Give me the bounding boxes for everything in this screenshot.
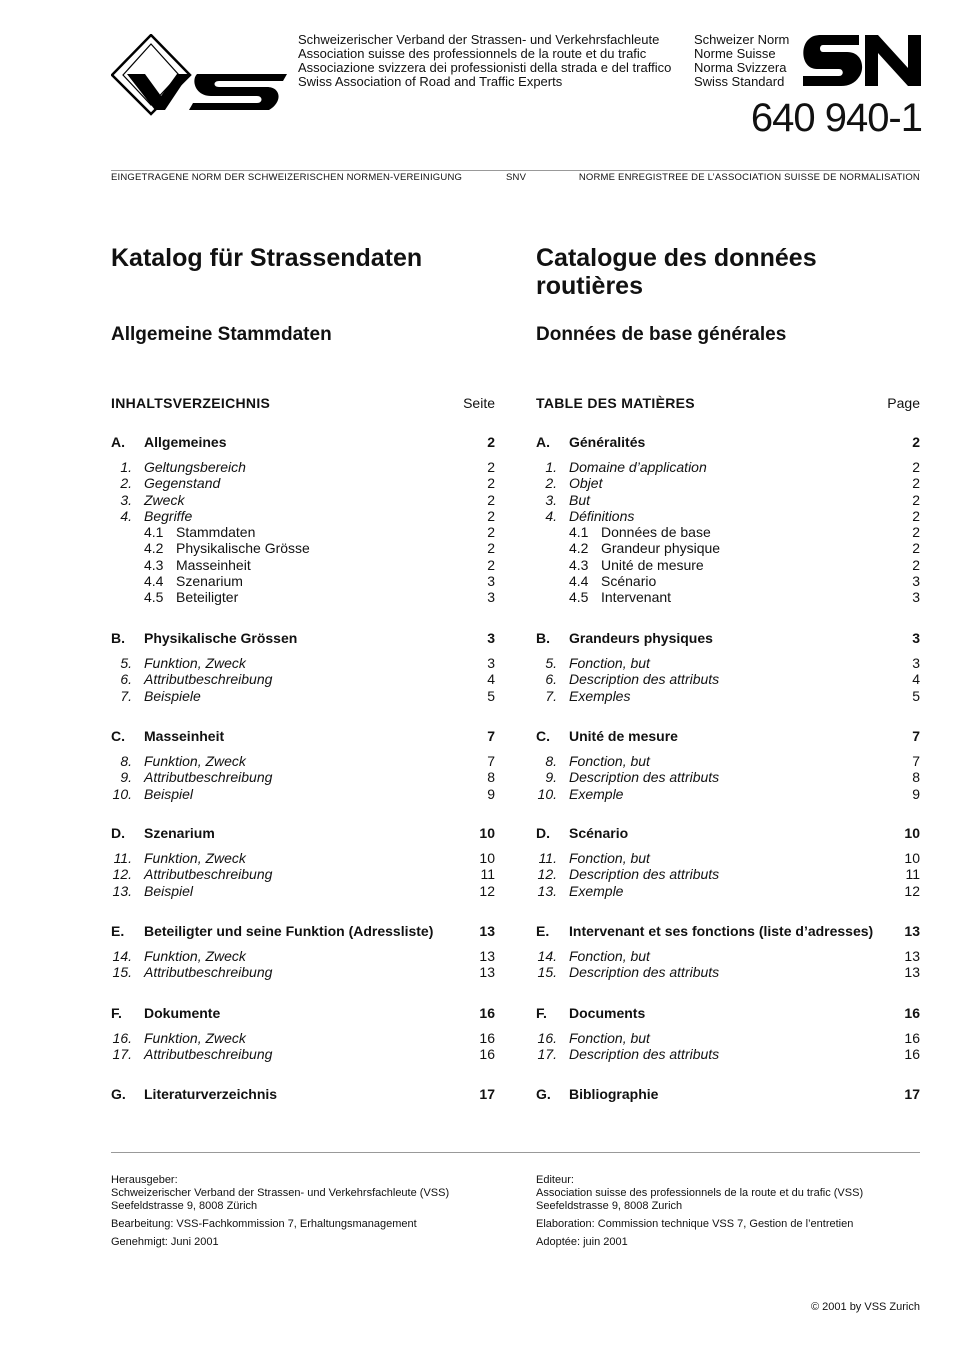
- document-title-fr: Catalogue des données routières: [536, 244, 817, 300]
- toc-subitem: [111, 573, 495, 589]
- vss-logo: [111, 34, 291, 116]
- toc-section-title: Literaturverzeichnis: [144, 1086, 278, 1102]
- toc-section-row: [111, 1005, 495, 1023]
- toc-subitem-title: Masseinheit: [176, 556, 251, 573]
- toc-item-number: 7.: [545, 687, 557, 704]
- publisher-address-fr: Seefeldstrasse 9, 8008 Zurich: [536, 1200, 683, 1212]
- toc-item: [111, 459, 495, 475]
- toc-item-number: 12.: [112, 866, 132, 883]
- toc-section: [536, 434, 920, 606]
- toc-item-number: 17.: [112, 1046, 132, 1063]
- toc-item: [536, 786, 920, 802]
- toc-section: [111, 434, 495, 606]
- toc-item-title: Attributbeschreibung: [144, 1046, 273, 1063]
- toc-item-number: 3.: [545, 491, 557, 508]
- toc-section-title: Dokumente: [144, 1005, 221, 1021]
- toc-item: [536, 1046, 920, 1062]
- toc-item: [536, 883, 920, 899]
- toc-item-page: 12: [904, 882, 920, 899]
- toc-subitem: [111, 540, 495, 556]
- toc-item-number: 4.: [120, 507, 132, 524]
- toc-section-title: Généralités: [569, 434, 646, 450]
- footer-fr: [536, 1174, 936, 1249]
- toc-section-title: Physikalische Grössen: [144, 630, 298, 646]
- toc-subitem-number: 4.1: [144, 524, 164, 541]
- toc-item-page: 7: [912, 753, 920, 769]
- toc-section-title: Allgemeines: [144, 434, 227, 450]
- toc-subitem: [536, 589, 920, 605]
- toc-item: [111, 948, 495, 964]
- toc-item-page: 5: [912, 687, 920, 704]
- toc-section-row: [536, 1086, 920, 1104]
- toc-section-page: 17: [479, 1086, 495, 1102]
- toc-subitem-page: 3: [912, 573, 920, 590]
- toc-item-title: Domaine d’application: [569, 459, 707, 475]
- toc-subitem: [536, 524, 920, 540]
- association-name-de: Schweizerischer Verband der Strassen- und Verkehrsfachleute: [298, 32, 660, 47]
- toc-subitem-page: 3: [487, 589, 495, 606]
- toc-subitem-page: 2: [912, 556, 920, 573]
- toc-item-number: 10.: [112, 785, 132, 802]
- toc-subitem-page: 2: [912, 540, 920, 557]
- toc-section-title: Bibliographie: [569, 1086, 659, 1102]
- toc-item-number: 5.: [545, 655, 557, 671]
- toc-section-letter: F.: [111, 1005, 122, 1021]
- toc-page-label-fr: Page: [887, 395, 920, 411]
- toc-item: [111, 508, 495, 524]
- toc-section-letter: G.: [111, 1086, 126, 1102]
- toc-section-letter: F.: [536, 1005, 547, 1021]
- toc-subitem-number: 4.2: [569, 540, 589, 557]
- toc-item-number: 8.: [120, 753, 132, 769]
- toc-item-number: 9.: [120, 769, 132, 786]
- toc-item: [536, 964, 920, 980]
- toc-section-letter: E.: [536, 923, 550, 939]
- toc-item-title: Funktion, Zweck: [144, 948, 246, 964]
- toc-item-number: 17.: [537, 1046, 557, 1063]
- toc-item-title: Fonction, but: [569, 753, 650, 769]
- toc-item: [536, 753, 920, 769]
- toc-item-number: 1.: [120, 459, 132, 475]
- toc-item-title: Beispiel: [144, 785, 194, 802]
- association-name-it: Associazione svizzera dei professionisti della strada e del traffico: [298, 60, 672, 75]
- title-block-fr: [536, 244, 920, 345]
- toc-item-title: Attributbeschreibung: [144, 964, 273, 981]
- toc-item: [536, 655, 920, 671]
- toc-item-title: Fonction, but: [569, 948, 650, 964]
- toc-item-page: 8: [912, 769, 920, 786]
- toc-subitem-page: 2: [487, 540, 495, 557]
- toc-item-page: 16: [904, 1030, 920, 1046]
- toc-item-title: Exemples: [569, 687, 631, 704]
- toc-item: [536, 948, 920, 964]
- toc-item-page: 13: [479, 948, 495, 964]
- toc-item-title: Attributbeschreibung: [144, 671, 273, 688]
- toc-item-title: Funktion, Zweck: [144, 655, 246, 671]
- toc-section-page: 3: [487, 630, 495, 646]
- toc-item-page: 13: [904, 964, 920, 981]
- toc-section-row: [536, 1005, 920, 1023]
- toc-section-letter: D.: [536, 825, 550, 841]
- toc-section-letter: D.: [111, 825, 125, 841]
- toc-item: [111, 475, 495, 491]
- toc-item: [536, 492, 920, 508]
- toc-item-page: 11: [480, 866, 495, 883]
- toc-item: [111, 492, 495, 508]
- association-name-en: Swiss Association of Road and Traffic Experts: [298, 74, 563, 89]
- toc-section: [111, 728, 495, 802]
- toc-section-title: Scénario: [569, 825, 629, 841]
- toc-section-page: 17: [904, 1086, 920, 1102]
- approved-de: Genehmigt: Juni 2001: [111, 1236, 219, 1248]
- toc-item: [111, 964, 495, 980]
- toc-subitem-title: Intervenant: [601, 589, 672, 606]
- toc-page-label-de: Seite: [463, 395, 495, 411]
- toc-item-title: Funktion, Zweck: [144, 1030, 246, 1046]
- toc-item: [111, 655, 495, 671]
- toc-item-title: Fonction, but: [569, 850, 650, 866]
- norm-labels: [694, 33, 789, 89]
- publisher-name-de: Schweizerischer Verband der Strassen- und Verkehrsfachleute (VSS): [111, 1187, 450, 1199]
- toc-item-page: 3: [487, 655, 495, 671]
- toc-item: [536, 508, 920, 524]
- toc-section-page: 10: [904, 825, 920, 841]
- toc-section-title: Beteiligter und seine Funktion (Adressliste): [144, 923, 434, 939]
- toc-section-title: Unité de mesure: [569, 728, 678, 744]
- toc-item: [536, 475, 920, 491]
- toc-section-letter: C.: [536, 728, 550, 744]
- toc-heading-label-fr: TABLE DES MATIÈRES: [536, 395, 695, 411]
- toc-section: [536, 1086, 920, 1111]
- toc-item-number: 14.: [112, 948, 132, 964]
- toc-item-title: Description des attributs: [569, 866, 720, 883]
- registered-norm-fr: NORME ENREGISTREE DE L’ASSOCIATION SUISSE DE NORMALISATION: [578, 172, 920, 183]
- toc-section: [111, 1005, 495, 1063]
- toc-section-letter: E.: [111, 923, 125, 939]
- toc-section: [536, 728, 920, 802]
- toc-subitem-title: Données de base: [601, 524, 711, 541]
- toc-section-page: 16: [904, 1005, 920, 1021]
- toc-section: [111, 923, 495, 981]
- toc-item-title: Beispiel: [144, 882, 194, 899]
- toc-section-row: [536, 825, 920, 843]
- toc-item-page: 4: [487, 671, 495, 688]
- toc-section-title: Documents: [569, 1005, 646, 1021]
- toc-item-title: But: [569, 491, 591, 508]
- toc-subitem-page: 2: [487, 556, 495, 573]
- toc-item-number: 13.: [537, 882, 557, 899]
- toc-subitem-page: 3: [487, 573, 495, 590]
- toc-section: [536, 630, 920, 704]
- toc-item: [536, 671, 920, 687]
- toc-section-row: [111, 1086, 495, 1104]
- toc-item-title: Attributbeschreibung: [144, 769, 273, 786]
- toc-section-row: [111, 825, 495, 843]
- toc-item: [536, 850, 920, 866]
- toc-section: [111, 1086, 495, 1111]
- toc-item-number: 9.: [545, 769, 557, 786]
- toc-subitem: [536, 540, 920, 556]
- toc-subitem-title: Scénario: [601, 573, 657, 590]
- toc-item-title: Begriffe: [144, 507, 193, 524]
- toc-section-page: 2: [487, 434, 495, 450]
- toc-item-title: Exemple: [569, 785, 624, 802]
- document-subtitle-de: Allgemeine Stammdaten: [111, 324, 332, 345]
- toc-subitem-title: Szenarium: [176, 573, 243, 590]
- toc-item: [111, 850, 495, 866]
- publisher-label-de: Herausgeber:: [111, 1174, 178, 1186]
- editing-de: Bearbeitung: VSS-Fachkommission 7, Erhaltungsmanagement: [111, 1218, 417, 1230]
- publisher-label-fr: Editeur:: [536, 1174, 574, 1186]
- toc-item-title: Description des attributs: [569, 671, 720, 688]
- toc-item-title: Geltungsbereich: [144, 459, 246, 475]
- toc-item-page: 13: [904, 948, 920, 964]
- toc-item-title: Objet: [569, 475, 603, 492]
- toc-item-page: 2: [912, 475, 920, 492]
- norm-label-en: Swiss Standard: [694, 74, 785, 89]
- toc-section-page: 3: [912, 630, 920, 646]
- toc-item: [111, 883, 495, 899]
- toc-item-page: 8: [487, 769, 495, 786]
- toc-item-page: 9: [487, 785, 495, 802]
- toc-item-page: 2: [487, 475, 495, 492]
- toc-item-number: 3.: [120, 491, 132, 508]
- registered-norm-snv: SNV: [506, 172, 527, 183]
- toc-subitem-number: 4.4: [144, 573, 164, 590]
- editing-fr: Elaboration: Commission technique VSS 7, Gestion de l’entretien: [536, 1218, 854, 1230]
- toc-item-page: 2: [912, 507, 920, 524]
- toc-item-title: Funktion, Zweck: [144, 850, 246, 866]
- toc-item-number: 7.: [120, 687, 132, 704]
- toc-item-page: 16: [479, 1030, 495, 1046]
- toc-item-page: 2: [487, 459, 495, 475]
- toc-item-number: 15.: [537, 964, 557, 981]
- toc-section-row: [536, 923, 920, 941]
- toc-item-title: Funktion, Zweck: [144, 753, 246, 769]
- publisher-name-fr: Association suisse des professionnels de la route et du trafic (VSS): [536, 1187, 864, 1199]
- toc-subitem-number: 4.5: [569, 589, 589, 606]
- toc-item: [111, 1030, 495, 1046]
- toc-item: [536, 688, 920, 704]
- toc-item-number: 12.: [537, 866, 557, 883]
- toc-subitem-number: 4.3: [569, 556, 589, 573]
- toc-item-number: 8.: [545, 753, 557, 769]
- toc-section-row: [111, 728, 495, 746]
- toc-item: [536, 459, 920, 475]
- publisher-address-de: Seefeldstrasse 9, 8008 Zürich: [111, 1200, 258, 1212]
- association-name-fr: Association suisse des professionnels de la route et du trafic: [298, 46, 647, 61]
- toc-item-number: 11.: [538, 850, 557, 866]
- toc-item-number: 1.: [545, 459, 557, 475]
- toc-item-page: 10: [479, 850, 495, 866]
- title-block-de: [111, 244, 495, 345]
- toc-item-page: 16: [904, 1046, 920, 1063]
- toc-item-number: 10.: [537, 785, 557, 802]
- toc-item: [111, 688, 495, 704]
- toc-section-row: [536, 434, 920, 452]
- toc-item-number: 14.: [537, 948, 557, 964]
- toc-subitem-page: 3: [912, 589, 920, 606]
- toc-section-row: [536, 630, 920, 648]
- footer-de: [111, 1174, 511, 1249]
- toc-item-title: Zweck: [144, 491, 185, 508]
- toc-section-letter: B.: [111, 630, 125, 646]
- toc-item-title: Exemple: [569, 882, 624, 899]
- toc-item-page: 4: [912, 671, 920, 688]
- toc-item-page: 2: [487, 491, 495, 508]
- toc-subitem: [111, 589, 495, 605]
- toc-subitem-title: Physikalische Grösse: [176, 540, 310, 557]
- toc-subitem-title: Grandeur physique: [601, 540, 721, 557]
- toc-item-number: 11.: [113, 850, 132, 866]
- toc-section-row: [111, 434, 495, 452]
- toc-subitem: [111, 557, 495, 573]
- toc-section-letter: A.: [111, 434, 125, 450]
- toc-section-page: 10: [479, 825, 495, 841]
- toc-item-page: 2: [912, 491, 920, 508]
- toc-subitem-title: Unité de mesure: [601, 556, 704, 573]
- norm-label-fr: Norme Suisse: [694, 46, 776, 61]
- toc-subitem-number: 4.2: [144, 540, 164, 557]
- toc-section-row: [111, 630, 495, 648]
- toc-section-page: 13: [904, 923, 920, 939]
- document-title-de: Katalog für Strassendaten: [111, 244, 423, 272]
- toc-item-page: 16: [479, 1046, 495, 1063]
- copyright: © 2001 by VSS Zurich: [811, 1301, 920, 1313]
- toc-item-number: 13.: [112, 882, 132, 899]
- toc-section: [536, 825, 920, 899]
- toc-section-title: Grandeurs physiques: [569, 630, 713, 646]
- toc-item: [111, 753, 495, 769]
- toc-section-row: [111, 923, 495, 941]
- header-divider: [111, 170, 920, 171]
- toc-heading-label-de: INHALTSVERZEICHNIS: [111, 395, 271, 411]
- toc-section-letter: B.: [536, 630, 550, 646]
- toc-item: [111, 1046, 495, 1062]
- toc-section: [111, 825, 495, 899]
- toc-item: [536, 769, 920, 785]
- toc-item-title: Définitions: [569, 507, 635, 524]
- toc-item-page: 13: [479, 964, 495, 981]
- toc-item-page: 3: [912, 655, 920, 671]
- toc-item: [536, 1030, 920, 1046]
- norm-label-it: Norma Svizzera: [694, 60, 787, 75]
- toc-item: [536, 866, 920, 882]
- toc-item-title: Description des attributs: [569, 1046, 720, 1063]
- toc-section-page: 7: [912, 728, 920, 744]
- approved-fr: Adoptée: juin 2001: [536, 1236, 628, 1248]
- toc-section-page: 13: [479, 923, 495, 939]
- toc-section-title: Szenarium: [144, 825, 215, 841]
- toc-item-number: 5.: [120, 655, 132, 671]
- toc-item-number: 16.: [537, 1030, 557, 1046]
- toc-item-page: 11: [905, 866, 920, 883]
- toc-section: [111, 630, 495, 704]
- toc-section-title: Masseinheit: [144, 728, 225, 744]
- toc-subitem-number: 4.3: [144, 556, 164, 573]
- toc-item-number: 15.: [112, 964, 132, 981]
- toc-heading-fr: [536, 395, 920, 411]
- toc-item-page: 10: [904, 850, 920, 866]
- norm-label-de: Schweizer Norm: [694, 32, 790, 47]
- toc-item-title: Beispiele: [144, 687, 201, 704]
- toc-item-page: 12: [479, 882, 495, 899]
- toc-section-letter: G.: [536, 1086, 551, 1102]
- toc-subitem-title: Beteiligter: [176, 589, 239, 606]
- toc-item-page: 9: [912, 785, 920, 802]
- toc-section-letter: C.: [111, 728, 125, 744]
- toc-subitem-page: 2: [912, 524, 920, 541]
- toc-subitem-page: 2: [487, 524, 495, 541]
- toc-section-page: 7: [487, 728, 495, 744]
- toc-section: [536, 923, 920, 981]
- toc-item-page: 2: [487, 507, 495, 524]
- toc-subitem-number: 4.4: [569, 573, 589, 590]
- toc-item-page: 5: [487, 687, 495, 704]
- footer-divider: [111, 1152, 920, 1153]
- toc-subitem-number: 4.5: [144, 589, 164, 606]
- toc-item: [111, 786, 495, 802]
- toc-item-title: Gegenstand: [144, 475, 221, 492]
- toc-section-title: Intervenant et ses fonctions (liste d’adresses): [569, 923, 874, 939]
- toc-item: [111, 769, 495, 785]
- toc-item: [111, 671, 495, 687]
- toc-subitem: [536, 557, 920, 573]
- toc-item-page: 2: [912, 459, 920, 475]
- toc-item-number: 2.: [120, 475, 132, 492]
- toc-item-number: 6.: [545, 671, 557, 688]
- toc-item-page: 7: [487, 753, 495, 769]
- document-subtitle-fr: Données de base générales: [536, 324, 787, 345]
- norm-number: 640 940-1: [750, 96, 922, 140]
- toc-item: [111, 866, 495, 882]
- toc-subitem: [536, 573, 920, 589]
- association-names: [298, 33, 671, 89]
- toc-item-title: Fonction, but: [569, 655, 650, 671]
- toc-item-title: Description des attributs: [569, 769, 720, 786]
- toc-item-number: 6.: [120, 671, 132, 688]
- toc-item-title: Attributbeschreibung: [144, 866, 273, 883]
- toc-item-number: 2.: [545, 475, 557, 492]
- toc-item-number: 16.: [112, 1030, 132, 1046]
- toc-section: [536, 1005, 920, 1063]
- toc-section-letter: A.: [536, 434, 550, 450]
- toc-section-page: 2: [912, 434, 920, 450]
- toc-item-number: 4.: [545, 507, 557, 524]
- toc-subitem: [111, 524, 495, 540]
- toc-item-title: Description des attributs: [569, 964, 720, 981]
- toc-item-title: Fonction, but: [569, 1030, 650, 1046]
- toc-heading-de: [111, 395, 495, 411]
- registered-norm-de: EINGETRAGENE NORM DER SCHWEIZERISCHEN NORMEN-VEREINIGUNG: [111, 172, 463, 183]
- toc-subitem-number: 4.1: [569, 524, 589, 541]
- toc-section-row: [536, 728, 920, 746]
- toc-section-page: 16: [479, 1005, 495, 1021]
- sn-logo: [803, 35, 921, 86]
- toc-subitem-title: Stammdaten: [176, 524, 256, 541]
